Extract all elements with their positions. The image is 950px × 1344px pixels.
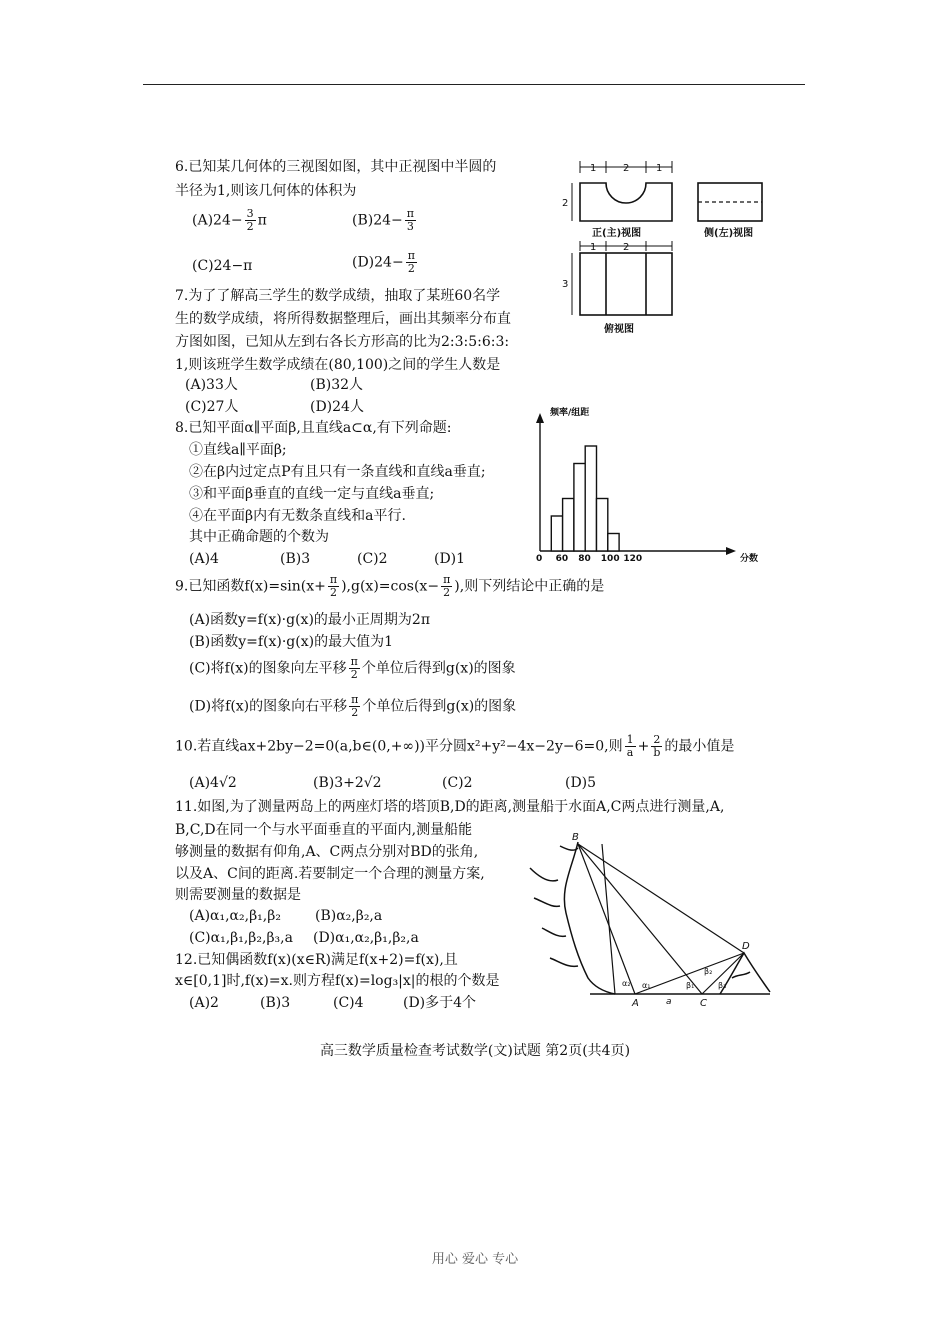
label-alpha2: α₂ [622, 979, 631, 988]
q7-line2: 生的数学成绩，将所得数据整理后，画出其频率分布直 [175, 311, 511, 327]
q7-line3: 方图如图，已知从左到右各长方形高的比为2:3:5:6:3: [175, 334, 510, 350]
top-view-label: 俯视图 [604, 324, 634, 335]
q6-option-a: (A)24− $\frac{3}{2}$ π [192, 207, 267, 233]
q10-option-d: (D)5 [565, 775, 597, 791]
front-view-label: 正(主)视图 [592, 228, 642, 239]
q8-option-b: (B)3 [280, 551, 311, 567]
q7-line1: 7.为了了解高三学生的数学成绩，抽取了某班60名学 [175, 288, 501, 304]
histogram-chart [530, 405, 770, 565]
label-beta3: β₃ [718, 981, 727, 990]
q12-line1: 12.已知偶函数f(x)(x∈R)满足f(x+2)=f(x),且 [175, 952, 458, 968]
q11-option-b: (B)α₂,β₂,a [315, 908, 383, 924]
page-footer: 高三数学质量检查考试数学(文)试题 第2页(共4页) [319, 1043, 631, 1059]
dim-3: 3 [562, 279, 569, 290]
front-view [580, 183, 672, 221]
q9-option-d: (D)将f(x)的图象向右平移 $\frac{\pi}{2}$ 个单位后得到g(x)的图象 [189, 693, 517, 719]
q7-option-b: (B)32人 [310, 377, 364, 393]
x-tick-label: 120 [623, 554, 643, 564]
q12-line2: x∈[0,1]时,f(x)=x.则方程f(x)=log₃|x|的根的个数是 [175, 973, 500, 989]
dim-1-left: 1 [590, 163, 597, 174]
q8-option-c: (C)2 [357, 551, 388, 567]
q11-option-a: (A)α₁,α₂,β₁,β₂ [189, 908, 281, 924]
x-tick-label: 100 [600, 554, 620, 564]
left-island [530, 842, 615, 994]
q10-option-b: (B)3+2√2 [313, 775, 382, 791]
q8-option-a: (A)4 [189, 551, 219, 567]
label-alpha1: α₁ [642, 981, 651, 990]
q12-option-b: (B)3 [260, 995, 291, 1011]
label-b: B [572, 832, 579, 843]
histogram-bar [585, 446, 596, 551]
label-d: D [742, 941, 750, 952]
side-view-label: 侧(左)视图 [704, 228, 754, 239]
q10-stem: 10.若直线ax+2by−2=0(a,b∈(0,+∞))平分圆x²+y²−4x−2y−6=0,则 $\frac{1}{a}$ + $\frac{2}{b}$ 的最小值是 [175, 733, 735, 759]
three-view-figure [560, 155, 780, 340]
bottom-note: 用心 爱心 专心 [431, 1252, 519, 1267]
q8-item1: ①直线a∥平面β; [189, 442, 287, 458]
histogram-bar [608, 534, 619, 552]
top-dim-2: 2 [623, 242, 630, 253]
q8-item4: ④在平面β内有无数条直线和a平行. [189, 508, 406, 524]
q12-option-c: (C)4 [333, 995, 364, 1011]
top-dims [572, 241, 672, 315]
q6-line2: 半径为1,则该几何体的体积为 [175, 183, 357, 199]
q9-option-b: (B)函数y=f(x)·g(x)的最大值为1 [189, 634, 393, 650]
x-tick-label: 60 [555, 554, 569, 564]
label-c: C [700, 998, 707, 1009]
q6-line1: 6.已知某几何体的三视图如图，其中正视图中半圆的 [175, 159, 497, 175]
q9-stem: 9.已知函数f(x)=sin(x+ $\frac{\pi}{2}$ ),g(x)=cos(x− $\frac{\pi}{2}$ ),则下列结论中正确的是 [175, 573, 605, 599]
histogram-bar [563, 499, 574, 552]
label-beta1: β₁ [686, 981, 695, 990]
q11-line4: 以及A、C间的距离.若要制定一个合理的测量方案, [175, 866, 485, 882]
q11-line3: 够测量的数据有仰角,A、C两点分别对BD的张角, [175, 844, 479, 860]
q6-option-b: (B)24− $\frac{\pi}{3}$ [352, 207, 414, 233]
label-distance-a: a [666, 997, 672, 1007]
q11-option-d: (D)α₁,α₂,β₁,β₂,a [313, 930, 419, 946]
q7-line4: 1,则该班学生数学成绩在(80,100)之间的学生人数是 [175, 357, 501, 373]
q7-option-d: (D)24人 [310, 399, 364, 415]
label-beta2: β₂ [704, 967, 713, 976]
measure-lines [578, 844, 744, 994]
dim-2-front: 2 [623, 163, 630, 174]
q10-option-a: (A)4√2 [189, 775, 237, 791]
q8-item3: ③和平面β垂直的直线一定与直线a垂直; [189, 486, 435, 502]
x-axis-arrow [726, 547, 736, 555]
top-dim-1-left: 1 [590, 242, 597, 253]
x-axis-label: 分数 [740, 554, 759, 564]
y-axis-label: 频率/组距 [550, 408, 590, 418]
q11-option-c: (C)α₁,β₁,β₂,β₃,a [189, 930, 293, 946]
q8-ask: 其中正确命题的个数为 [189, 529, 329, 545]
q11-line5: 则需要测量的数据是 [175, 887, 301, 903]
dim-1-right: 1 [656, 163, 663, 174]
q12-option-a: (A)2 [189, 995, 219, 1011]
label-a: A [632, 998, 639, 1009]
histogram-bar [597, 499, 608, 552]
q9-option-a: (A)函数y=f(x)·g(x)的最小正周期为2π [189, 612, 431, 628]
histogram-bar [574, 464, 585, 552]
x-tick-label: 0 [536, 554, 543, 564]
q7-option-c: (C)27人 [185, 399, 239, 415]
header-rule [143, 84, 805, 85]
y-axis-arrow [536, 413, 544, 423]
dim-height-2: 2 [562, 198, 569, 209]
top-view [580, 253, 672, 315]
q8-item2: ②在β内过定点P有且只有一条直线和直线a垂直; [189, 464, 486, 480]
q11-line1: 11.如图,为了测量两岛上的两座灯塔的塔顶B,D的距离,测量船于水面A,C两点进行测量,A, [175, 799, 725, 815]
lighthouse-figure [520, 828, 775, 1008]
q12-option-d: (D)多于4个 [403, 995, 477, 1011]
q10-option-c: (C)2 [442, 775, 473, 791]
histogram-bar [551, 516, 562, 551]
q11-line2: B,C,D在同一个与水平面垂直的平面内,测量船能 [175, 822, 473, 838]
q6-option-c: (C)24−π [192, 258, 253, 274]
q8-line1: 8.已知平面α∥平面β,且直线a⊂α,有下列命题: [175, 420, 452, 436]
q9-option-c: (C)将f(x)的图象向左平移 $\frac{\pi}{2}$ 个单位后得到g(x)的图象 [189, 655, 516, 681]
q7-option-a: (A)33人 [185, 377, 238, 393]
q6-option-d: (D)24− $\frac{\pi}{2}$ [352, 249, 415, 275]
q8-option-d: (D)1 [434, 551, 466, 567]
x-tick-label: 80 [578, 554, 591, 564]
